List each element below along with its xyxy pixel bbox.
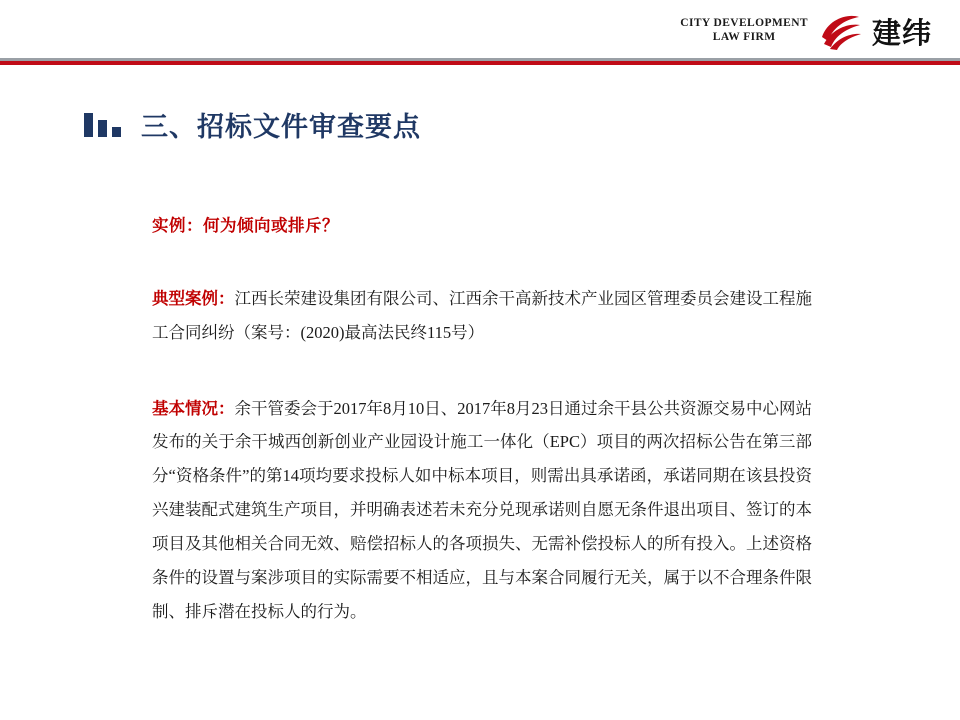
question-heading: 实例：何为倾向或排斥？	[152, 216, 339, 235]
bullet-bar-2	[98, 120, 107, 137]
slide-body	[152, 212, 812, 628]
case-label: 典型案例：	[152, 289, 235, 308]
facts-paragraph	[152, 392, 812, 629]
slide-header	[0, 0, 960, 64]
bullet-bar-3	[112, 127, 121, 137]
header-divider-red	[0, 61, 960, 65]
law-firm-logo	[680, 8, 932, 54]
facts-label: 基本情况：	[152, 398, 235, 418]
case-text: 江西长荣建设集团有限公司、江西余干高新技术产业园区管理委员会建设工程施工合同纠纷（案号：(2020)最高法民终115号）	[152, 289, 812, 342]
page-title: 三、招标文件审查要点	[141, 111, 421, 143]
bullet-bar-1	[84, 113, 93, 137]
facts-text: 余干管委会于2017年8月10日、2017年8月23日通过余干县公共资源交易中心网站发布的关于余干城西创新创业产业园设计施工一体化（EPC）项目的两次招标公告在第三部分“资格条件”的第14项均要求投标人如中标本项目，则需出具承诺函，承诺同期在该县投资兴建装配式建筑生产项目，并明确表述若未充分兑现承诺则自愿无条件退出项目、签订的本项目及其他相关合同无效、赔偿招标人的各项损失、无需补偿投标人的所有投入。上述资格条件的设置与案涉项目的实际需要不相适应，且与本案合同履行无关，属于以不合理条件限制、排斥潜在投标人的行为。	[152, 398, 812, 621]
logo-english-line-2: LAW FIRM	[712, 31, 776, 43]
case-paragraph	[152, 282, 812, 350]
logo-english-line-1: CITY DEVELOPMENT	[680, 17, 808, 30]
logo-chinese-text: 建纬	[871, 15, 932, 50]
logo-english-text	[680, 17, 808, 44]
slide-title-row	[84, 104, 421, 144]
title-bullet-decoration-icon	[84, 111, 121, 137]
swoosh-mark-icon	[818, 11, 862, 51]
